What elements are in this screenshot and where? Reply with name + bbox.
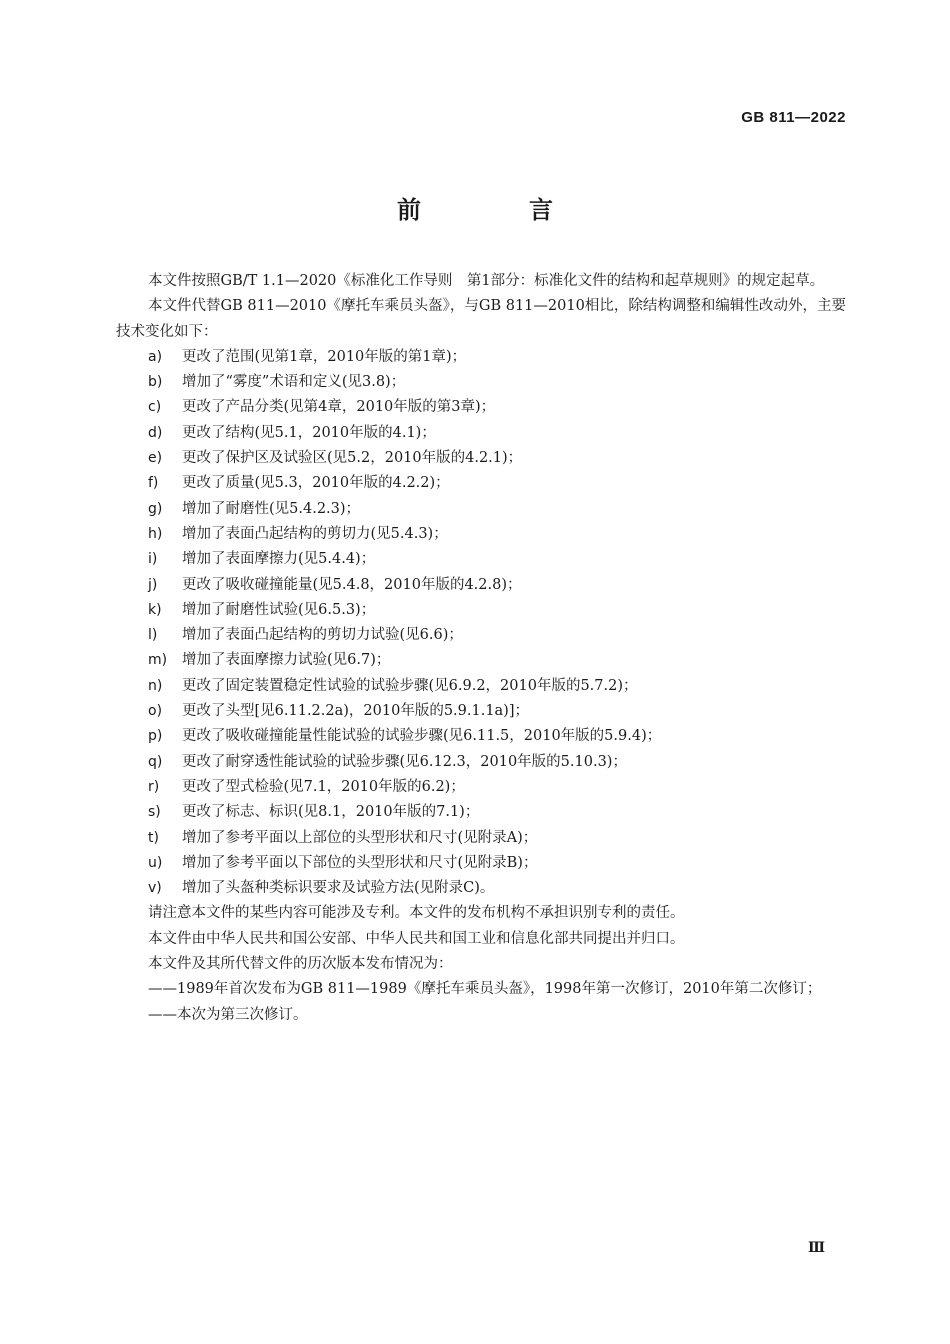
change-item-text: 增加了表面摩擦力试验(见6.7)； bbox=[182, 652, 391, 669]
change-item-mark: b) bbox=[148, 374, 163, 391]
change-item bbox=[116, 395, 846, 420]
change-item-text: 更改了范围(见第1章，2010年版的第1章)； bbox=[182, 348, 467, 365]
change-item-text: 更改了标志、标识(见8.1，2010年版的7.1)； bbox=[182, 804, 480, 821]
change-item-mark: q) bbox=[148, 753, 163, 770]
change-item bbox=[116, 497, 846, 522]
change-item-mark: c) bbox=[148, 399, 162, 416]
change-item-text: 增加了参考平面以上部位的头型形状和尺寸(见附录A)； bbox=[182, 829, 538, 846]
change-item-mark: p) bbox=[148, 728, 163, 745]
change-item-text: 更改了产品分类(见第4章，2010年版的第3章)； bbox=[182, 399, 496, 416]
change-item bbox=[116, 826, 846, 851]
change-item-text: 增加了参考平面以下部位的头型形状和尺寸(见附录B)； bbox=[182, 854, 538, 871]
change-item-text: 增加了耐磨性(见5.4.2.3)； bbox=[182, 500, 361, 517]
change-item-mark: m) bbox=[148, 652, 168, 669]
change-item-mark: o) bbox=[148, 703, 163, 720]
change-item bbox=[116, 724, 846, 749]
change-item-text: 增加了耐磨性试验(见6.5.3)； bbox=[182, 601, 376, 618]
change-item bbox=[116, 699, 846, 724]
change-item-text: 增加了表面凸起结构的剪切力(见5.4.3)； bbox=[182, 525, 448, 542]
change-item bbox=[116, 573, 846, 598]
change-item-mark: h) bbox=[148, 525, 163, 542]
paragraph-proposer: 本文件由中华人民共和国公安部、中华人民共和国工业和信息化部共同提出并归口。 bbox=[148, 930, 685, 947]
paragraph-replacement: 本文件代替GB 811—2010《摩托车乘员头盔》，与GB 811—2010相比，除结构调整和编辑性改动外，主要技术变化如下： bbox=[116, 298, 846, 340]
change-item bbox=[116, 471, 846, 496]
history-item: ——1989年首次发布为GB 811—1989《摩托车乘员头盔》，1998年第一次修订，2010年第二次修订； bbox=[148, 981, 822, 998]
change-item-mark: j) bbox=[148, 576, 158, 593]
change-item-mark: i) bbox=[148, 551, 158, 568]
change-item bbox=[116, 522, 846, 547]
change-item bbox=[116, 446, 846, 471]
paragraph-drafting-rules: 本文件按照GB/T 1.1—2020《标准化工作导则 第1部分：标准化文件的结构和起草规则》的规定起草。 bbox=[148, 273, 825, 289]
change-item-mark: g) bbox=[148, 500, 163, 517]
change-item bbox=[116, 547, 846, 572]
change-item-mark: s) bbox=[148, 804, 161, 821]
document-body bbox=[116, 269, 846, 1028]
change-item bbox=[116, 876, 846, 901]
change-item-text: 更改了吸收碰撞能量(见5.4.8，2010年版的4.2.8)； bbox=[182, 576, 522, 593]
page-title: 前 言 bbox=[397, 195, 595, 224]
technical-changes-list bbox=[116, 345, 846, 902]
standard-code: GB 811—2022 bbox=[741, 109, 846, 126]
change-item-text: 增加了头盔种类标识要求及试验方法(见附录C)。 bbox=[182, 880, 495, 897]
change-item bbox=[116, 674, 846, 699]
change-item-text: 增加了表面摩擦力(见5.4.4)； bbox=[182, 551, 376, 568]
change-item bbox=[116, 750, 846, 775]
change-item-text: 更改了固定装置稳定性试验的试验步骤(见6.9.2，2010年版的5.7.2)； bbox=[182, 677, 638, 694]
change-item bbox=[116, 648, 846, 673]
change-item-text: 更改了耐穿透性能试验的试验步骤(见6.12.3，2010年版的5.10.3)； bbox=[182, 753, 627, 770]
change-item-text: 更改了吸收碰撞能量性能试验的试验步骤(见6.11.5，2010年版的5.9.4)； bbox=[182, 728, 662, 745]
change-item-text: 增加了表面凸起结构的剪切力试验(见6.6)； bbox=[182, 627, 463, 644]
change-item bbox=[116, 421, 846, 446]
change-item bbox=[116, 800, 846, 825]
change-item-mark: d) bbox=[148, 424, 163, 441]
change-item bbox=[116, 775, 846, 800]
change-item-mark: u) bbox=[148, 854, 163, 871]
change-item-text: 更改了头型[见6.11.2.2a)，2010年版的5.9.1.1a)]； bbox=[182, 703, 530, 720]
change-item-text: 更改了保护区及试验区(见5.2，2010年版的4.2.1)； bbox=[182, 450, 523, 467]
change-item-mark: t) bbox=[148, 829, 159, 846]
change-item-mark: k) bbox=[148, 601, 162, 618]
paragraph-history-intro: 本文件及其所代替文件的历次版本发布情况为： bbox=[148, 956, 453, 973]
history-item: ——本次为第三次修订。 bbox=[148, 1006, 308, 1023]
change-item bbox=[116, 851, 846, 876]
change-item-mark: l) bbox=[148, 627, 158, 644]
change-item-mark: e) bbox=[148, 450, 163, 467]
change-item-mark: n) bbox=[148, 677, 163, 694]
change-item-text: 增加了“雾度”术语和定义(见3.8)； bbox=[182, 374, 406, 391]
change-item bbox=[116, 345, 846, 370]
change-item-text: 更改了质量(见5.3，2010年版的4.2.2)； bbox=[182, 475, 450, 492]
change-item-mark: a) bbox=[148, 348, 163, 365]
page-number: Ⅲ bbox=[807, 1240, 825, 1256]
change-item-mark: r) bbox=[148, 778, 160, 795]
change-item bbox=[116, 623, 846, 648]
change-item-text: 更改了型式检验(见7.1，2010年版的6.2)； bbox=[182, 778, 465, 795]
change-item-mark: f) bbox=[148, 475, 159, 492]
change-item bbox=[116, 598, 846, 623]
change-item bbox=[116, 370, 846, 395]
change-item-mark: v) bbox=[148, 880, 162, 897]
change-item-text: 更改了结构(见5.1，2010年版的4.1)； bbox=[182, 424, 436, 441]
paragraph-patent-notice: 请注意本文件的某些内容可能涉及专利。本文件的发布机构不承担识别专利的责任。 bbox=[148, 905, 685, 922]
